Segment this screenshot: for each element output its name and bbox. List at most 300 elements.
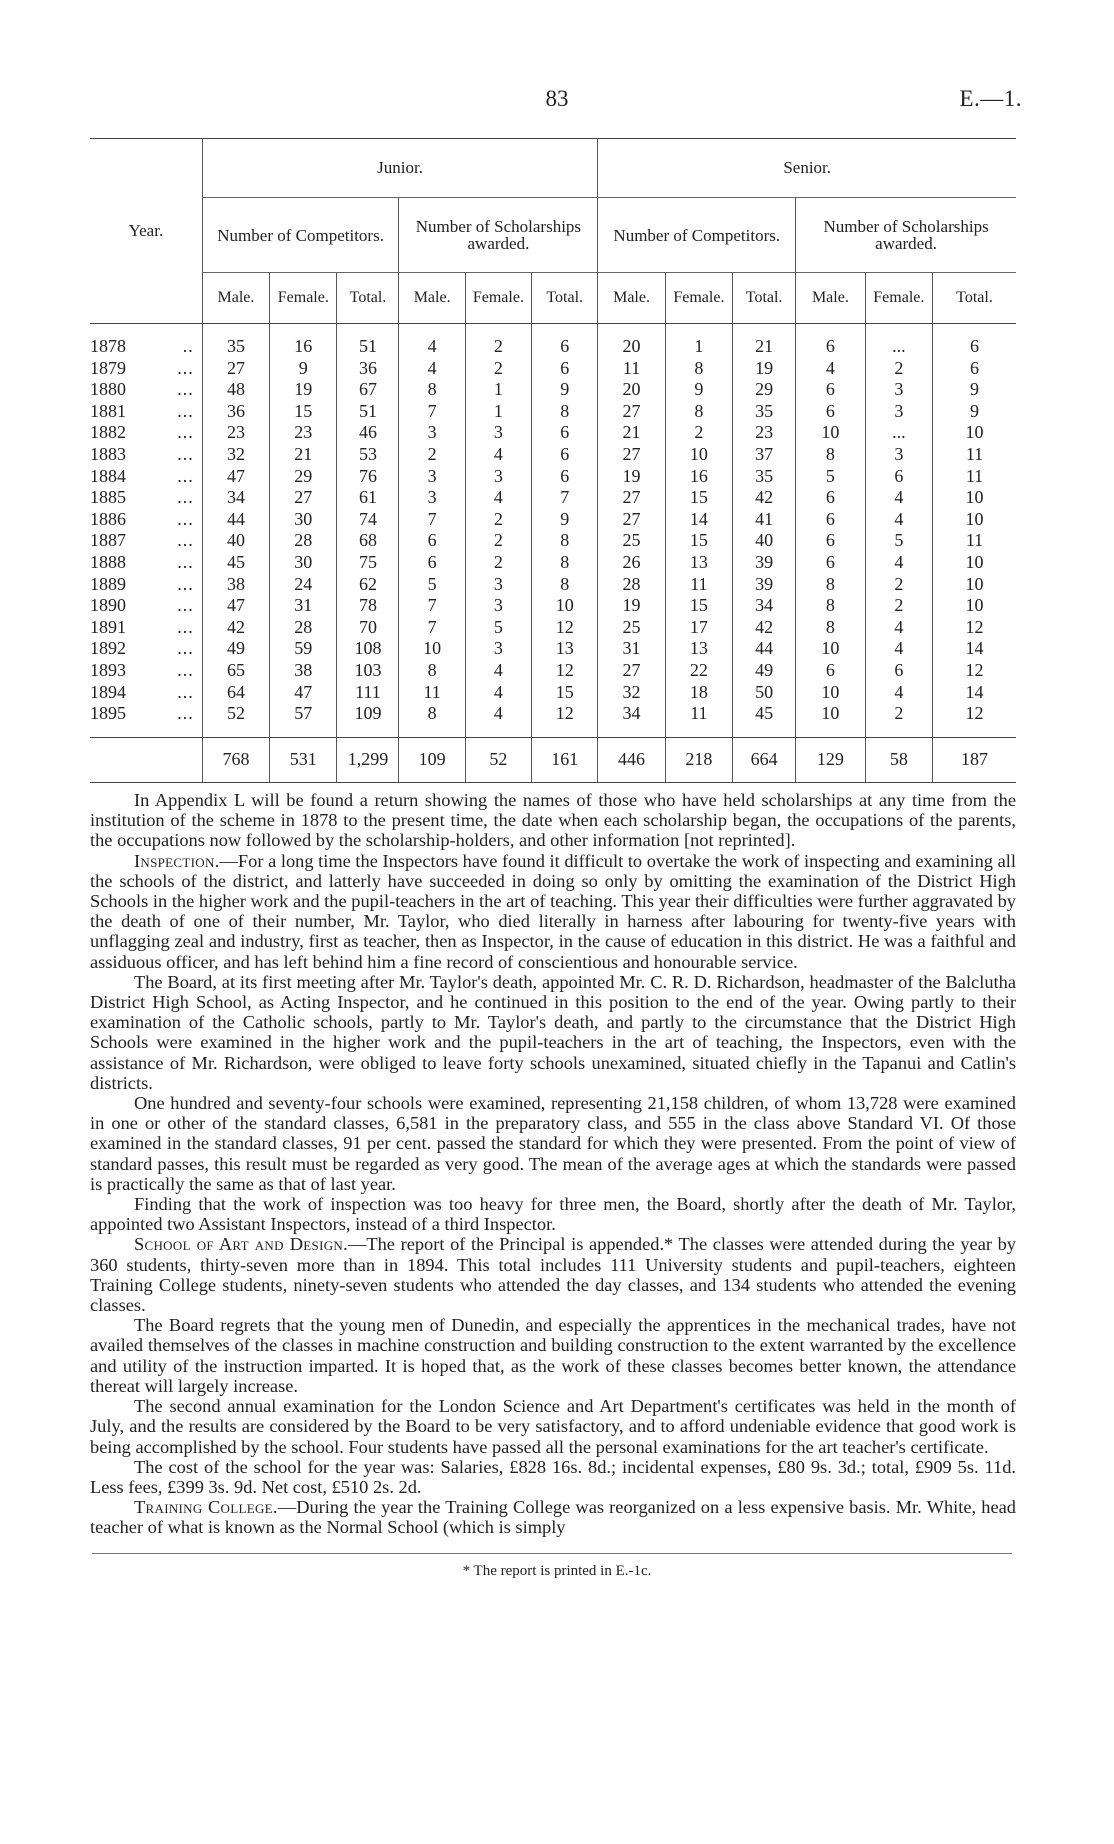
table-cell: 5	[796, 466, 865, 488]
table-cell: 4	[465, 487, 531, 509]
table-cell: 27	[598, 660, 665, 682]
table-cell: 108	[337, 638, 399, 660]
table-cell: 38	[270, 660, 337, 682]
scholarship-table	[90, 138, 1016, 783]
year-cell	[90, 358, 202, 380]
table-cell: 31	[270, 595, 337, 617]
year-value: 1891	[90, 616, 126, 637]
paragraph-board-appointment: The Board, at its first meeting after Mr. Taylor's death, appointed Mr. C. R. D. Richardson, headmaster of the Balclutha District High School, as Acting Inspector, and he continued in this position to the end of the year. Owing partly to their examination of the Catholic schools, partly to Mr. Taylor's death, and partly to the circumstance that the District High Schools were examined in the higher work and the pupil-teachers in the art of teaching, the Inspectors, even with the assistance of Mr. Richardson, were obliged to leave forty schools unexamined, situated chiefly in the Tapanui and Catlin's districts.	[90, 971, 1016, 1093]
table-cell: 8	[532, 574, 598, 596]
female-column-header: Female.	[270, 273, 337, 324]
leader-dots: ...	[177, 379, 194, 400]
table-row	[90, 682, 1016, 704]
table-cell: 9	[270, 358, 337, 380]
table-cell: 4	[865, 487, 932, 509]
table-cell: 4	[465, 444, 531, 466]
table-cell: 17	[665, 617, 732, 639]
junior-competitors-header: Number of Competitors.	[202, 198, 399, 273]
total-cell: 161	[532, 737, 598, 782]
table-row	[90, 466, 1016, 488]
table-cell: 6	[796, 401, 865, 423]
table-cell: 47	[202, 466, 269, 488]
table-cell: ...	[865, 422, 932, 444]
table-cell: 23	[733, 422, 796, 444]
table-cell: 51	[337, 401, 399, 423]
table-cell: 38	[202, 574, 269, 596]
paragraph-art-school-text: —The report of the Principal is appended.* The classes were attended during the year by 360 students, thirty-seven more than in 1894. This total includes 111 University students and pupil-teachers, eighteen Training College students, ninety-seven students who attended the day classes, and 134 students who attended the evening classes.	[90, 1234, 1016, 1316]
year-cell	[90, 638, 202, 660]
paragraph-art-school	[90, 1234, 1016, 1315]
table-cell: 27	[598, 509, 665, 531]
table-cell: 3	[399, 487, 465, 509]
table-cell: 8	[399, 660, 465, 682]
table-cell: 111	[337, 682, 399, 704]
table-cell: 8	[399, 379, 465, 401]
year-cell	[90, 530, 202, 552]
table-cell: 8	[796, 574, 865, 596]
table-cell: 15	[665, 530, 732, 552]
table-cell: 6	[399, 530, 465, 552]
table-cell: 8	[796, 617, 865, 639]
leader-dots: ...	[177, 422, 194, 443]
table-cell: 36	[202, 401, 269, 423]
table-cell: 40	[733, 530, 796, 552]
paragraph-assistant-inspectors: Finding that the work of inspection was too heavy for three men, the Board, shortly after the death of Mr. Taylor, appointed two Assistant Inspectors, instead of a third Inspector.	[90, 1194, 1016, 1235]
table-cell: 11	[598, 358, 665, 380]
table-cell: 6	[933, 324, 1017, 358]
table-cell: 27	[598, 444, 665, 466]
table-cell: 4	[865, 552, 932, 574]
table-cell: 10	[933, 509, 1017, 531]
table-row	[90, 552, 1016, 574]
table-cell: 8	[532, 552, 598, 574]
paragraph-appendix: In Appendix L will be found a return showing the names of those who have held scholarships at any time from the institution of the scheme in 1878 to the present time, the date when each scholarship began, the occupations of the parents, the occupations now followed by the scholarship-holders, and other information [not reprinted].	[90, 790, 1016, 851]
table-cell: 30	[270, 552, 337, 574]
table-cell: 37	[733, 444, 796, 466]
table-cell: 5	[865, 530, 932, 552]
table-cell: 45	[733, 703, 796, 737]
table-cell: 49	[202, 638, 269, 660]
table-cell: 4	[465, 660, 531, 682]
table-cell: 6	[532, 422, 598, 444]
table-cell: 8	[532, 530, 598, 552]
table-cell: 12	[532, 617, 598, 639]
table-row	[90, 574, 1016, 596]
table-cell: 8	[399, 703, 465, 737]
table-cell: 23	[202, 422, 269, 444]
year-value: 1895	[90, 703, 126, 724]
total-cell: 768	[202, 737, 269, 782]
total-column-header: Total.	[933, 273, 1017, 324]
table-cell: 6	[865, 660, 932, 682]
table-cell: 3	[399, 466, 465, 488]
table-cell: 35	[202, 324, 269, 358]
leader-dots: ...	[177, 703, 194, 724]
male-column-header: Male.	[399, 273, 465, 324]
table-cell: 28	[598, 574, 665, 596]
table-cell: 9	[532, 379, 598, 401]
table-cell: 16	[665, 466, 732, 488]
page-number: 83	[545, 86, 569, 111]
table-cell: 35	[733, 466, 796, 488]
table-cell: 11	[665, 703, 732, 737]
table-cell: 10	[665, 444, 732, 466]
year-value: 1890	[90, 595, 126, 616]
table-cell: 6	[796, 487, 865, 509]
table-cell: 15	[665, 487, 732, 509]
table-cell: 7	[532, 487, 598, 509]
table-cell: 42	[202, 617, 269, 639]
totals-row	[90, 737, 1016, 782]
table-cell: 10	[796, 682, 865, 704]
leader-dots: ...	[177, 400, 194, 421]
series-code: E.—1.	[959, 86, 1022, 111]
leader-dots: ...	[177, 681, 194, 702]
leader-dots: ...	[177, 487, 194, 508]
table-cell: 2	[665, 422, 732, 444]
table-cell: 65	[202, 660, 269, 682]
table-cell: 12	[532, 660, 598, 682]
male-column-header: Male.	[598, 273, 665, 324]
table-cell: 6	[399, 552, 465, 574]
table-cell: 19	[270, 379, 337, 401]
leader-dots: ...	[177, 508, 194, 529]
table-cell: 8	[665, 401, 732, 423]
table-cell: 16	[270, 324, 337, 358]
total-cell: 664	[733, 737, 796, 782]
table-cell: 19	[733, 358, 796, 380]
table-cell: 52	[202, 703, 269, 737]
table-cell: 39	[733, 574, 796, 596]
table-cell: 8	[796, 595, 865, 617]
total-cell: 218	[665, 737, 732, 782]
table-cell: 6	[796, 660, 865, 682]
table-cell: 6	[796, 509, 865, 531]
table-cell: 3	[465, 422, 531, 444]
paragraph-training-college	[90, 1497, 1016, 1537]
table-cell: 8	[796, 444, 865, 466]
table-cell: 13	[665, 552, 732, 574]
table-cell: 39	[733, 552, 796, 574]
table-cell: 27	[202, 358, 269, 380]
table-cell: 9	[532, 509, 598, 531]
table-cell: 10	[933, 487, 1017, 509]
year-cell	[90, 595, 202, 617]
table-cell: 28	[270, 530, 337, 552]
table-cell: 10	[796, 703, 865, 737]
table-row	[90, 444, 1016, 466]
table-cell: 34	[733, 595, 796, 617]
table-cell: 6	[933, 358, 1017, 380]
table-cell: 20	[598, 324, 665, 358]
leader-dots: ...	[177, 443, 194, 464]
table-cell: 3	[865, 379, 932, 401]
table-cell: 3	[465, 638, 531, 660]
year-cell	[90, 466, 202, 488]
table-cell: 10	[399, 638, 465, 660]
table-cell: 3	[465, 595, 531, 617]
table-cell: 75	[337, 552, 399, 574]
table-cell: 42	[733, 617, 796, 639]
year-header: Year.	[90, 139, 202, 324]
table-cell: 7	[399, 595, 465, 617]
table-cell: 42	[733, 487, 796, 509]
table-cell: 4	[465, 703, 531, 737]
heading-art-school: School of Art and Design.	[134, 1234, 348, 1255]
table-cell: 3	[399, 422, 465, 444]
table-cell: 78	[337, 595, 399, 617]
table-row	[90, 617, 1016, 639]
table-cell: 1	[465, 379, 531, 401]
table-cell: 4	[865, 509, 932, 531]
table-cell: 45	[202, 552, 269, 574]
table-row	[90, 358, 1016, 380]
sub-header-row	[90, 273, 1016, 324]
table-cell: 2	[465, 530, 531, 552]
table-cell: 32	[598, 682, 665, 704]
table-cell: 46	[337, 422, 399, 444]
table-cell: 44	[733, 638, 796, 660]
year-value: 1887	[90, 530, 126, 551]
table-cell: 14	[933, 682, 1017, 704]
table-row	[90, 660, 1016, 682]
senior-scholarships-header: Number of Scholarships awarded.	[796, 198, 1016, 273]
table-cell: 19	[598, 595, 665, 617]
footnote: * The report is printed in E.-1c.	[462, 1563, 652, 1579]
total-cell: 1,299	[337, 737, 399, 782]
year-value: 1879	[90, 357, 126, 378]
year-cell	[90, 487, 202, 509]
table-cell: 7	[399, 401, 465, 423]
table-row	[90, 379, 1016, 401]
table-cell: 11	[399, 682, 465, 704]
leader-dots: ...	[177, 595, 194, 616]
table-row	[90, 509, 1016, 531]
table-cell: 25	[598, 617, 665, 639]
year-cell	[90, 379, 202, 401]
table-cell: 27	[270, 487, 337, 509]
year-value: 1880	[90, 379, 126, 400]
table-cell: 20	[598, 379, 665, 401]
leader-dots: ..	[182, 336, 194, 356]
table-cell: 10	[796, 422, 865, 444]
female-column-header: Female.	[465, 273, 531, 324]
table-row	[90, 595, 1016, 617]
table-cell: 15	[532, 682, 598, 704]
footnote-rule	[92, 1553, 1012, 1554]
senior-header: Senior.	[598, 139, 1016, 198]
table-cell: 2	[865, 358, 932, 380]
table-cell: 2	[465, 358, 531, 380]
leader-dots: ...	[177, 551, 194, 572]
table-cell: 18	[665, 682, 732, 704]
leader-dots: ...	[177, 616, 194, 637]
total-cell: 187	[933, 737, 1017, 782]
table-cell: 40	[202, 530, 269, 552]
leader-dots: ...	[177, 357, 194, 378]
male-column-header: Male.	[202, 273, 269, 324]
table-cell: 57	[270, 703, 337, 737]
total-cell: 58	[865, 737, 932, 782]
table-cell: 13	[665, 638, 732, 660]
table-row	[90, 422, 1016, 444]
year-cell	[90, 401, 202, 423]
table-cell: 5	[465, 617, 531, 639]
year-cell	[90, 660, 202, 682]
table-cell: 70	[337, 617, 399, 639]
table-cell: 14	[933, 638, 1017, 660]
leader-dots: ...	[177, 530, 194, 551]
table-cell: 14	[665, 509, 732, 531]
paragraph-inspection-text: —For a long time the Inspectors have found it difficult to overtake the work of inspecting and examining all the schools of the district, and latterly have succeeded in doing so only by omitting the examination of the District High Schools in the higher work and the pupil-teachers in the art of teaching. This year their difficulties were further aggravated by the death of one of their number, Mr. Taylor, who died literally in harness after labouring for twenty-five years with unflagging zeal and industry, first as teacher, then as Inspector, in the cause of education in this district. He was a faithful and assiduous officer, and has left behind him a fine record of conscientious and honourable service.	[90, 850, 1016, 972]
table-cell: 8	[665, 358, 732, 380]
table-cell: 3	[865, 401, 932, 423]
table-cell: 44	[202, 509, 269, 531]
table-cell: 109	[337, 703, 399, 737]
table-row	[90, 487, 1016, 509]
table-cell: 2	[865, 574, 932, 596]
year-cell	[90, 422, 202, 444]
total-cell: 531	[270, 737, 337, 782]
table-cell: 11	[665, 574, 732, 596]
table-body	[90, 324, 1016, 738]
year-cell	[90, 324, 202, 358]
table-cell: 103	[337, 660, 399, 682]
table-cell: 10	[933, 574, 1017, 596]
table-cell: 1	[465, 401, 531, 423]
table-cell: 6	[532, 466, 598, 488]
table-cell: 10	[933, 422, 1017, 444]
junior-header: Junior.	[202, 139, 598, 198]
total-column-header: Total.	[733, 273, 796, 324]
table-cell: 76	[337, 466, 399, 488]
table-cell: 15	[270, 401, 337, 423]
table-cell: 13	[532, 638, 598, 660]
table-cell: 30	[270, 509, 337, 531]
table-cell: 2	[465, 324, 531, 358]
table-cell: 49	[733, 660, 796, 682]
table-cell: 25	[598, 530, 665, 552]
table-cell: 2	[399, 444, 465, 466]
table-cell: 4	[865, 638, 932, 660]
table-cell: 28	[270, 617, 337, 639]
table-cell: 12	[933, 660, 1017, 682]
table-cell: 15	[665, 595, 732, 617]
year-cell	[90, 509, 202, 531]
table-cell: 4	[399, 358, 465, 380]
table-cell: 6	[796, 379, 865, 401]
table-cell: 9	[665, 379, 732, 401]
table-cell: 7	[399, 617, 465, 639]
total-column-header: Total.	[532, 273, 598, 324]
table-cell: 34	[598, 703, 665, 737]
table-cell: 53	[337, 444, 399, 466]
heading-inspection: Inspection.	[134, 850, 220, 871]
table-cell: 6	[796, 530, 865, 552]
table-cell: 11	[933, 466, 1017, 488]
table-cell: 12	[933, 703, 1017, 737]
table-cell: 6	[796, 552, 865, 574]
table-cell: 22	[665, 660, 732, 682]
leader-dots: ...	[177, 465, 194, 486]
junior-scholarships-header: Number of Scholarships awarded.	[399, 198, 598, 273]
table-cell: 31	[598, 638, 665, 660]
year-cell	[90, 682, 202, 704]
table-cell: 21	[733, 324, 796, 358]
table-row	[90, 638, 1016, 660]
table-cell: 3	[465, 574, 531, 596]
table-cell: 10	[933, 595, 1017, 617]
year-value: 1893	[90, 659, 126, 680]
table-cell: 4	[465, 682, 531, 704]
leader-dots: ...	[177, 638, 194, 659]
leader-dots: ...	[177, 573, 194, 594]
table-cell: 9	[933, 401, 1017, 423]
table-cell: 6	[532, 358, 598, 380]
table-cell: 27	[598, 401, 665, 423]
heading-training-college: Training College.	[134, 1497, 278, 1518]
table-cell: 2	[865, 703, 932, 737]
paragraph-examination: The second annual examination for the London Science and Art Department's certificates was held in the month of July, and the results are considered by the Board to be very satisfactory, and to afford undeniable evidence that good work is being accomplished by the school. Four students have passed all the personal examinations for the art teacher's certificate.	[90, 1396, 1016, 1457]
table-cell: 29	[270, 466, 337, 488]
paragraph-training-college-text: —During the year the Training College was reorganized on a less expensive basis. Mr. White, head teacher of what is known as the Normal School (which is simply	[90, 1497, 1017, 1538]
table-cell: 10	[796, 638, 865, 660]
totals-label-cell	[90, 737, 202, 782]
body-text	[90, 790, 1016, 1538]
year-value: 1888	[90, 551, 126, 572]
table-cell: 32	[202, 444, 269, 466]
total-cell: 129	[796, 737, 865, 782]
table-cell: 1	[665, 324, 732, 358]
year-value: 1886	[90, 508, 126, 529]
table-cell: 9	[933, 379, 1017, 401]
total-column-header: Total.	[337, 273, 399, 324]
table-cell: 47	[270, 682, 337, 704]
senior-competitors-header: Number of Competitors.	[598, 198, 796, 273]
table-cell: 68	[337, 530, 399, 552]
table-cell: 11	[933, 530, 1017, 552]
table-cell: 6	[865, 466, 932, 488]
year-value: 1881	[90, 400, 126, 421]
table-cell: 4	[796, 358, 865, 380]
table-cell: 6	[532, 324, 598, 358]
table-cell: 21	[598, 422, 665, 444]
year-cell	[90, 444, 202, 466]
table-row	[90, 401, 1016, 423]
year-cell	[90, 617, 202, 639]
table-cell: 61	[337, 487, 399, 509]
table-cell: 59	[270, 638, 337, 660]
table-cell: 23	[270, 422, 337, 444]
leader-dots: ...	[177, 659, 194, 680]
female-column-header: Female.	[665, 273, 732, 324]
table-cell: 36	[337, 358, 399, 380]
year-value: 1882	[90, 422, 126, 443]
table-cell: 4	[865, 682, 932, 704]
table-cell: 2	[465, 509, 531, 531]
table-cell: ...	[865, 324, 932, 358]
table-row	[90, 530, 1016, 552]
table-cell: 34	[202, 487, 269, 509]
table-cell: 27	[598, 487, 665, 509]
table-cell: 50	[733, 682, 796, 704]
year-cell	[90, 703, 202, 737]
table-cell: 29	[733, 379, 796, 401]
total-cell: 52	[465, 737, 531, 782]
table-cell: 74	[337, 509, 399, 531]
table-cell: 3	[465, 466, 531, 488]
table-cell: 62	[337, 574, 399, 596]
